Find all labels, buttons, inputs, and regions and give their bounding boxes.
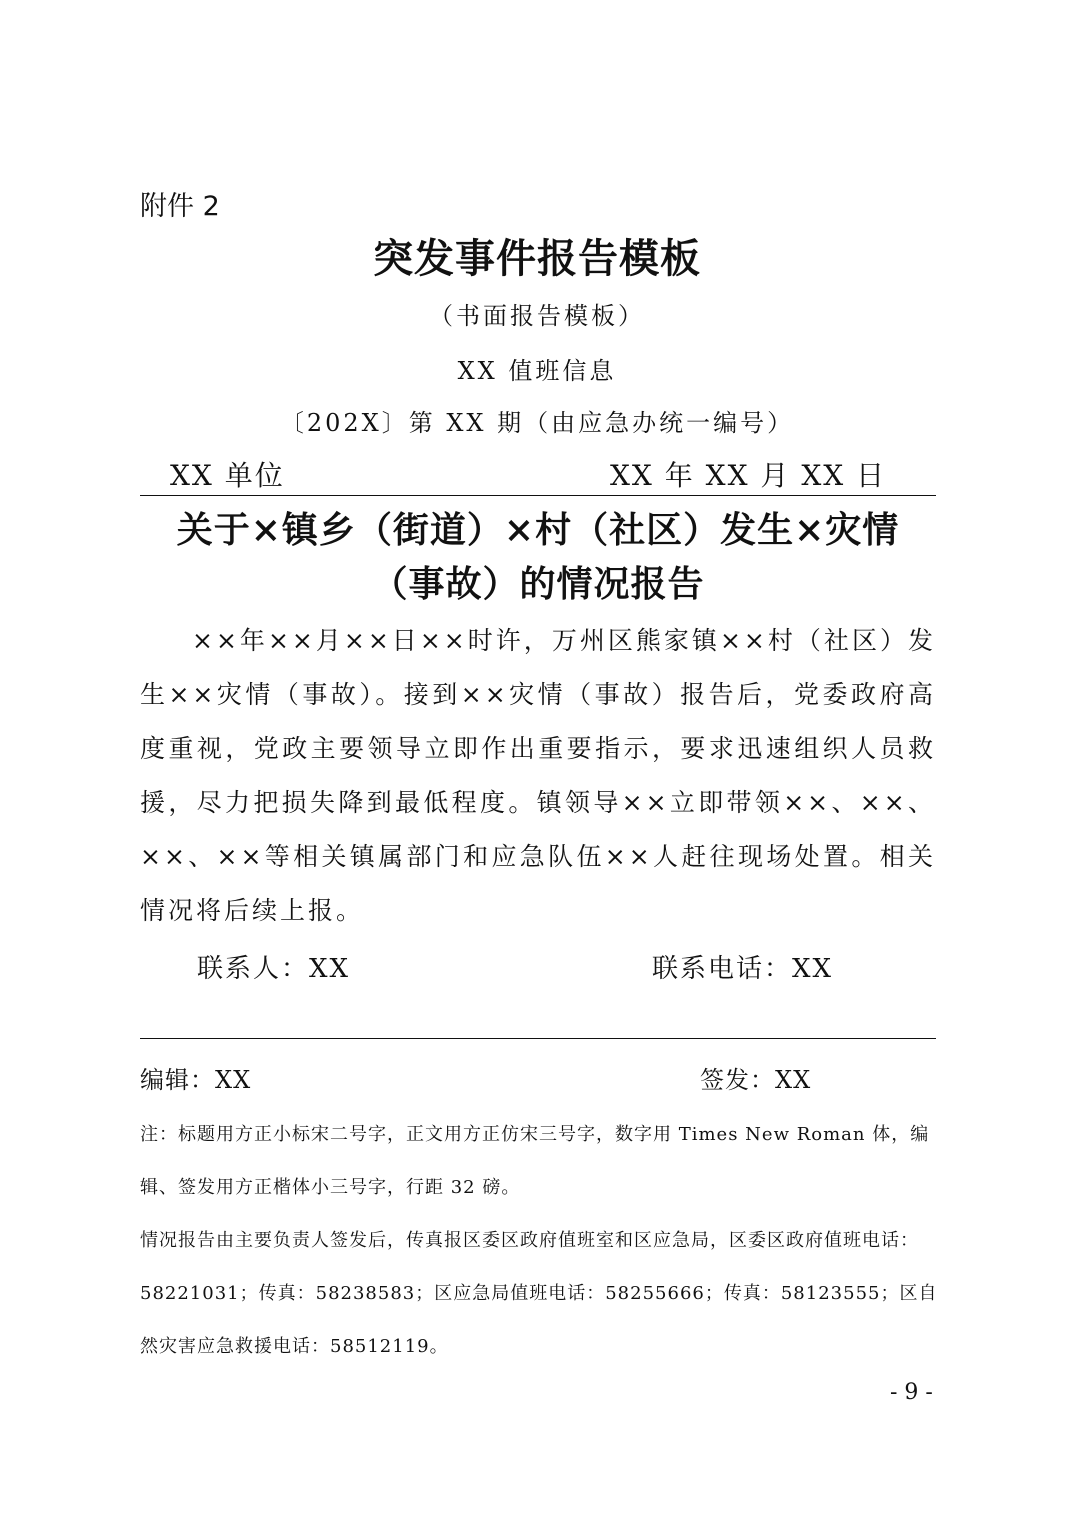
attachment-label: 附件 2 [140, 191, 220, 222]
page-number: - 9 - [890, 1380, 933, 1405]
contact-person: 联系人：XX [197, 954, 351, 984]
issue-number: 〔202X〕第 XX 期（由应急办统一编号） [279, 409, 795, 437]
report-body: ××年××月××日××时许，万州区熊家镇××村（社区）发生××灾情（事故）。接到××灾情（事故）报告后，党委政府高度重视，党政主要领导立即作出重要指示，要求迅速组织人员救援，尽力把损失降到最低程度。镇领导××立即带领××、××、××、××等相关镇属部门和应急队伍××人赶往现场处置。相关情况将后续上报。 [140, 626, 936, 925]
signer: 签发：XX [700, 1066, 812, 1094]
subtitle: （书面报告模板） [429, 302, 645, 330]
header-divider [140, 495, 936, 496]
issue-date: XX 年 XX 月 XX 日 [610, 459, 887, 492]
note-submission: 情况报告由主要负责人签发后，传真报区委区政府值班室和区应急局，区委区政府值班电话：58221031；传真：58238583；区应急局值班电话：58255666；传真：58123555；区自然灾害应急救援电话：58512119。 [140, 1230, 938, 1357]
document-title: 突发事件报告模板 [373, 235, 701, 282]
editor: 编辑：XX [140, 1066, 252, 1094]
issuing-unit: XX 单位 [170, 459, 285, 492]
note-format: 注：标题用方正小标宋二号字，正文用方正仿宋三号字，数字用 Times New Roman 体，编辑、签发用方正楷体小三号字，行距 32 磅。 [140, 1124, 930, 1198]
report-title: 关于×镇乡（街道）×村（社区）发生×灾情（事故）的情况报告 [176, 509, 900, 605]
notes [140, 1108, 940, 1373]
footer-divider [140, 1038, 936, 1039]
bulletin-name: XX 值班信息 [457, 357, 617, 385]
contact-phone: 联系电话：XX [652, 954, 834, 984]
